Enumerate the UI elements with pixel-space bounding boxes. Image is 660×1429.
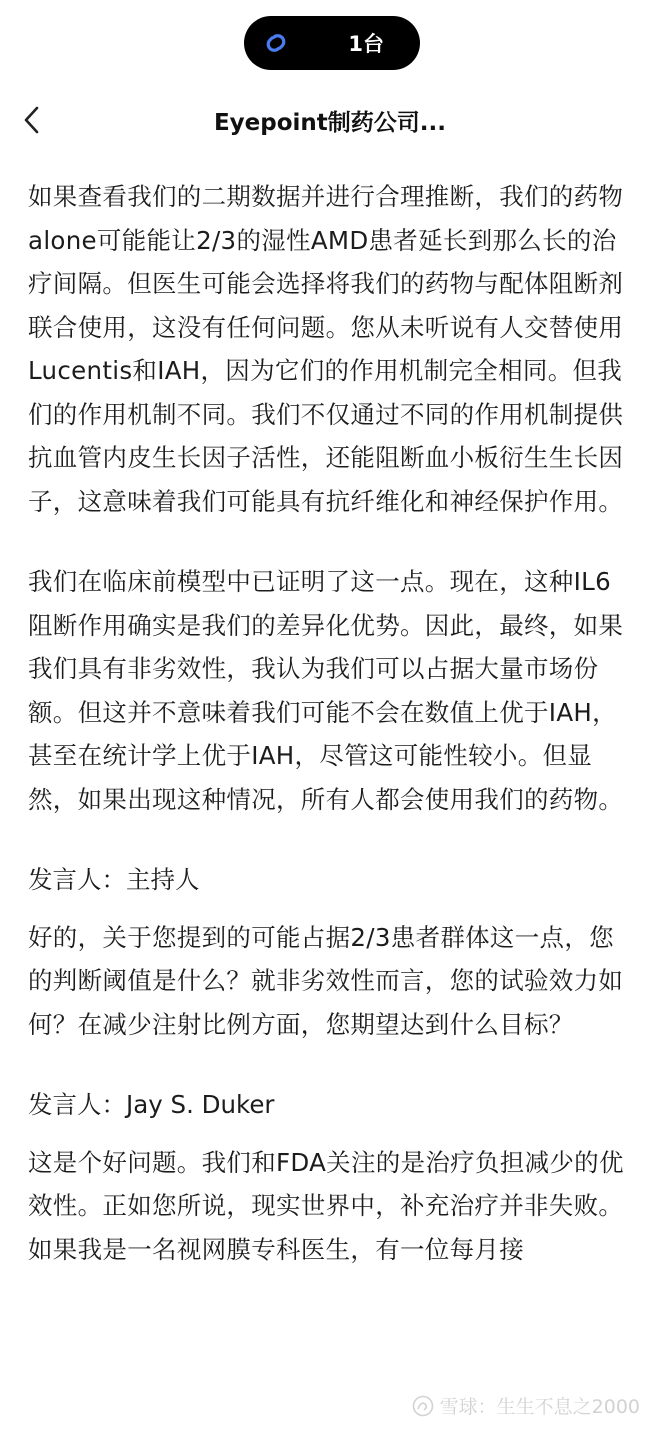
chevron-left-icon xyxy=(21,105,43,135)
watermark-text: 雪球：生生不息之2000 xyxy=(439,1396,640,1418)
paragraph: 这是个好问题。我们和FDA关注的是治疗负担减少的优效性。正如您所说，现实世界中，补充治疗并非失败。如果我是一名视网膜专科医生，有一位每月接 xyxy=(28,1147,624,1264)
connection-status-pill[interactable] xyxy=(244,16,420,70)
paragraph: 我们在临床前模型中已证明了这一点。现在，这种IL6阻断作用确实是我们的差异化优势。因此，最终，如果我们具有非劣效性，我认为我们可以占据大量市场份额。但这并不意味着我们可能不会在数值上优于IAH，甚至在统计学上优于IAH，尽管这可能性较小。但显然，如果出现这种情况，所有人都会使用我们的药物。 xyxy=(28,567,624,814)
page-title: Eyepoint制药公司... xyxy=(213,109,447,136)
watermark xyxy=(412,1392,640,1419)
paragraph: 好的，关于您提到的可能占据2/3患者群体这一点，您的判断阈值是什么？就非劣效性而言，您的试验效力如何？在减少注射比例方面，您期望达到什么目标？ xyxy=(28,922,624,1039)
speaker-label: 发言人：主持人 xyxy=(28,865,200,894)
nav-header xyxy=(0,92,660,148)
xueqiu-logo-icon xyxy=(412,1395,434,1417)
speaker-label: 发言人：Jay S. Duker xyxy=(28,1090,275,1119)
paragraph: 如果查看我们的二期数据并进行合理推断，我们的药物 alone可能能让2/3的湿性AMD患者延长到那么长的治疗间隔。但医生可能会选择将我们的药物与配体阻断剂联合使用，这没有任何问题。您从未听说有人交替使用Lucentis和IAH，因为它们的作用机制完全相同。但我们的作用机制不同。我们不仅通过不同的作用机制提供抗血管内皮生长因子活性，还能阻断血小板衍生生长因子，这意味着我们可能具有抗纤维化和神经保护作用。 xyxy=(28,182,624,516)
article-body xyxy=(28,175,634,1271)
back-button[interactable] xyxy=(14,102,50,138)
device-count: 1台 xyxy=(348,32,384,56)
link-icon xyxy=(260,27,292,59)
